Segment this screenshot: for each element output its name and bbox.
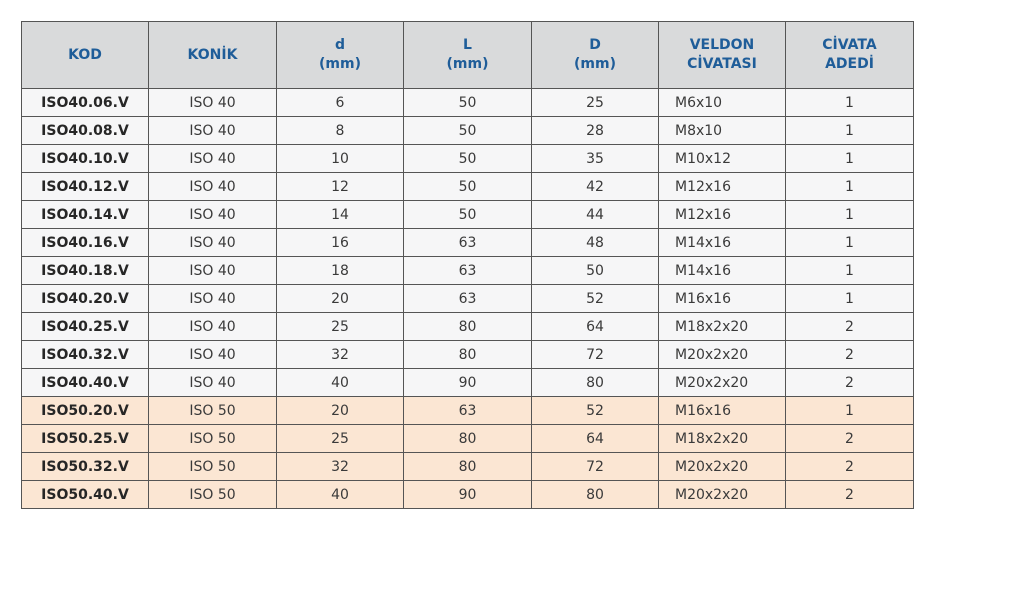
table-row: [22, 201, 914, 229]
l-cell: 63: [404, 257, 532, 285]
header-l: [404, 22, 532, 89]
civata-adedi-cell: 1: [786, 145, 914, 173]
civata-adedi-cell: 2: [786, 341, 914, 369]
table-row: [22, 397, 914, 425]
big-d-cell: 72: [532, 341, 659, 369]
table-row: [22, 117, 914, 145]
konik-cell: ISO 40: [149, 145, 277, 173]
veldon-cell: M12x16: [659, 201, 786, 229]
kod-cell: ISO50.32.V: [22, 453, 149, 481]
civata-adedi-cell: 1: [786, 117, 914, 145]
table-row: [22, 341, 914, 369]
civata-adedi-cell: 1: [786, 89, 914, 117]
big-d-cell: 52: [532, 285, 659, 313]
d-cell: 16: [277, 229, 404, 257]
big-d-cell: 80: [532, 481, 659, 509]
table-row: [22, 369, 914, 397]
konik-cell: ISO 50: [149, 397, 277, 425]
kod-cell: ISO40.40.V: [22, 369, 149, 397]
konik-cell: ISO 40: [149, 285, 277, 313]
veldon-cell: M20x2x20: [659, 369, 786, 397]
kod-cell: ISO40.06.V: [22, 89, 149, 117]
d-cell: 25: [277, 313, 404, 341]
header-civata-line1: CİVATA: [822, 37, 877, 53]
veldon-cell: M6x10: [659, 89, 786, 117]
l-cell: 50: [404, 201, 532, 229]
konik-cell: ISO 40: [149, 201, 277, 229]
l-cell: 80: [404, 341, 532, 369]
header-row: [22, 22, 914, 89]
big-d-cell: 50: [532, 257, 659, 285]
civata-adedi-cell: 2: [786, 481, 914, 509]
veldon-cell: M8x10: [659, 117, 786, 145]
konik-cell: ISO 50: [149, 481, 277, 509]
table-row: [22, 89, 914, 117]
civata-adedi-cell: 1: [786, 257, 914, 285]
l-cell: 90: [404, 481, 532, 509]
kod-cell: ISO40.08.V: [22, 117, 149, 145]
table-row: [22, 453, 914, 481]
d-cell: 8: [277, 117, 404, 145]
table-row: [22, 313, 914, 341]
civata-adedi-cell: 1: [786, 397, 914, 425]
d-cell: 40: [277, 481, 404, 509]
l-cell: 50: [404, 117, 532, 145]
header-l-unit: (mm): [446, 56, 489, 72]
header-d: [277, 22, 404, 89]
header-big-d-unit: (mm): [574, 56, 616, 72]
konik-cell: ISO 40: [149, 369, 277, 397]
big-d-cell: 48: [532, 229, 659, 257]
l-cell: 80: [404, 453, 532, 481]
l-cell: 50: [404, 173, 532, 201]
kod-cell: ISO40.14.V: [22, 201, 149, 229]
table-row: [22, 257, 914, 285]
header-veldon-line2: CİVATASI: [687, 56, 757, 72]
header-kod-label: KOD: [68, 46, 102, 63]
table-row: [22, 173, 914, 201]
table-header: [22, 22, 914, 89]
veldon-cell: M16x16: [659, 397, 786, 425]
d-cell: 12: [277, 173, 404, 201]
big-d-cell: 25: [532, 89, 659, 117]
konik-cell: ISO 50: [149, 453, 277, 481]
header-konik: [149, 22, 277, 89]
civata-adedi-cell: 1: [786, 173, 914, 201]
konik-cell: ISO 40: [149, 173, 277, 201]
table-row: [22, 425, 914, 453]
konik-cell: ISO 40: [149, 117, 277, 145]
d-cell: 25: [277, 425, 404, 453]
kod-cell: ISO40.10.V: [22, 145, 149, 173]
header-veldon: [659, 22, 786, 89]
header-konik-label: KONİK: [187, 46, 238, 63]
kod-cell: ISO40.18.V: [22, 257, 149, 285]
konik-cell: ISO 40: [149, 257, 277, 285]
veldon-cell: M18x2x20: [659, 425, 786, 453]
civata-adedi-cell: 2: [786, 369, 914, 397]
konik-cell: ISO 40: [149, 89, 277, 117]
table-row: [22, 229, 914, 257]
kod-cell: ISO50.25.V: [22, 425, 149, 453]
kod-cell: ISO50.40.V: [22, 481, 149, 509]
veldon-cell: M20x2x20: [659, 453, 786, 481]
header-kod: [22, 22, 149, 89]
d-cell: 40: [277, 369, 404, 397]
konik-cell: ISO 50: [149, 425, 277, 453]
konik-cell: ISO 40: [149, 341, 277, 369]
l-cell: 90: [404, 369, 532, 397]
header-civata-line2: ADEDİ: [825, 56, 874, 72]
kod-cell: ISO40.32.V: [22, 341, 149, 369]
veldon-cell: M12x16: [659, 173, 786, 201]
veldon-cell: M20x2x20: [659, 341, 786, 369]
big-d-cell: 72: [532, 453, 659, 481]
kod-cell: ISO40.20.V: [22, 285, 149, 313]
konik-cell: ISO 40: [149, 229, 277, 257]
d-cell: 14: [277, 201, 404, 229]
civata-adedi-cell: 1: [786, 201, 914, 229]
big-d-cell: 64: [532, 425, 659, 453]
l-cell: 80: [404, 425, 532, 453]
veldon-cell: M14x16: [659, 257, 786, 285]
big-d-cell: 35: [532, 145, 659, 173]
l-cell: 50: [404, 89, 532, 117]
table-row: [22, 481, 914, 509]
big-d-cell: 52: [532, 397, 659, 425]
header-veldon-line1: VELDON: [689, 37, 755, 53]
d-cell: 32: [277, 341, 404, 369]
civata-adedi-cell: 2: [786, 453, 914, 481]
veldon-cell: M14x16: [659, 229, 786, 257]
konik-cell: ISO 40: [149, 313, 277, 341]
civata-adedi-cell: 1: [786, 229, 914, 257]
civata-adedi-cell: 2: [786, 313, 914, 341]
spec-table: [21, 21, 914, 509]
header-d-unit: (mm): [319, 56, 361, 72]
table-body: [22, 89, 914, 509]
d-cell: 32: [277, 453, 404, 481]
d-cell: 10: [277, 145, 404, 173]
header-d-label: d: [334, 37, 346, 53]
header-big-d-label: D: [589, 37, 601, 53]
veldon-cell: M20x2x20: [659, 481, 786, 509]
veldon-cell: M18x2x20: [659, 313, 786, 341]
big-d-cell: 42: [532, 173, 659, 201]
civata-adedi-cell: 1: [786, 285, 914, 313]
header-civata-adedi: [786, 22, 914, 89]
d-cell: 18: [277, 257, 404, 285]
header-big-d: [532, 22, 659, 89]
l-cell: 63: [404, 285, 532, 313]
veldon-cell: M16x16: [659, 285, 786, 313]
civata-adedi-cell: 2: [786, 425, 914, 453]
l-cell: 63: [404, 397, 532, 425]
table-row: [22, 145, 914, 173]
kod-cell: ISO50.20.V: [22, 397, 149, 425]
table-row: [22, 285, 914, 313]
l-cell: 63: [404, 229, 532, 257]
d-cell: 20: [277, 397, 404, 425]
kod-cell: ISO40.16.V: [22, 229, 149, 257]
big-d-cell: 80: [532, 369, 659, 397]
l-cell: 80: [404, 313, 532, 341]
d-cell: 6: [277, 89, 404, 117]
header-l-label: L: [463, 37, 472, 53]
kod-cell: ISO40.25.V: [22, 313, 149, 341]
kod-cell: ISO40.12.V: [22, 173, 149, 201]
big-d-cell: 44: [532, 201, 659, 229]
big-d-cell: 64: [532, 313, 659, 341]
veldon-cell: M10x12: [659, 145, 786, 173]
l-cell: 50: [404, 145, 532, 173]
d-cell: 20: [277, 285, 404, 313]
big-d-cell: 28: [532, 117, 659, 145]
